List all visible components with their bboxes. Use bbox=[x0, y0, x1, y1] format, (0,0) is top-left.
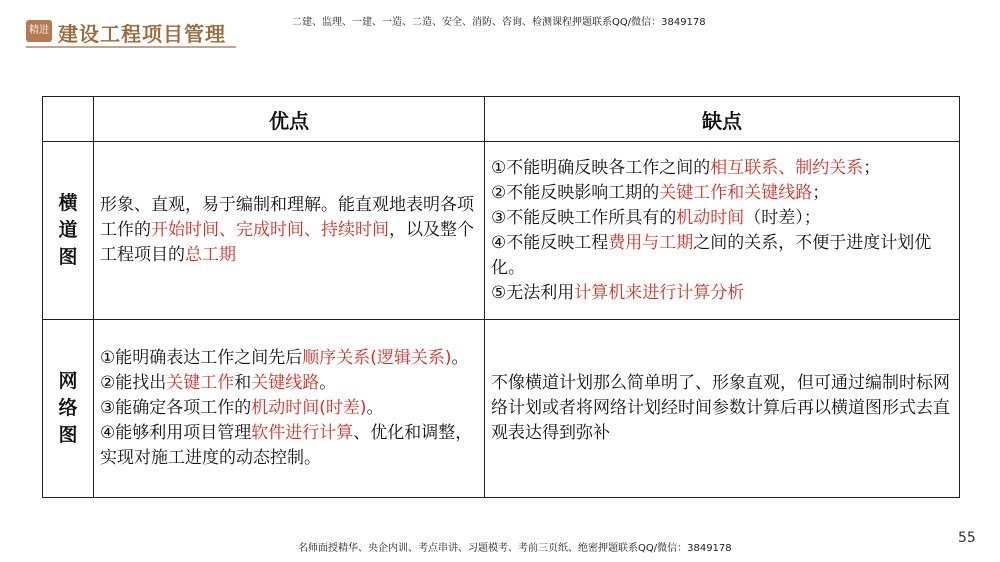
page-number: 55 bbox=[958, 530, 976, 546]
list-item: ②不能反映影响工期的关键工作和关键线路； bbox=[491, 182, 830, 203]
header-empty-cell bbox=[43, 97, 94, 142]
row-label-network: 网 络 图 bbox=[43, 320, 94, 498]
list-item: ②能找出关键工作和关键线路。 bbox=[100, 373, 337, 393]
logo-badge: 精进 bbox=[26, 20, 52, 42]
title-underline bbox=[26, 46, 236, 48]
list-item: ③不能反映工作所具有的机动时间（时差）； bbox=[491, 207, 821, 228]
table-row bbox=[43, 142, 960, 320]
list-item: ①能明确表达工作之间先后顺序关系(逻辑关系)。 bbox=[100, 348, 469, 368]
list-item: ④能够利用项目管理软件进行计算、优化和调整，实现对施工进度的动态控制。 bbox=[100, 423, 473, 468]
gantt-advantages: 形象、直观，易于编制和理解。能直观地表明各项工作的开始时间、完成时间、持续时间，以及整个工程项目的总工期 bbox=[94, 142, 485, 320]
header-contact-note: 二建、监理、一建、一造、二造、安全、消防、咨询、检测课程押题联系QQ/微信：3849178 bbox=[292, 17, 706, 28]
list-item: ①不能明确反映各工作之间的相互联系、制约关系； bbox=[491, 157, 881, 178]
gantt-disadvantages bbox=[485, 142, 960, 320]
list-item: ④不能反映工程费用与工期之间的关系，不便于进度计划优化。 bbox=[491, 232, 932, 278]
list-item: ⑤无法利用计算机来进行计算分析 bbox=[491, 282, 745, 303]
header-advantages: 优点 bbox=[94, 97, 485, 142]
list-item: ③能确定各项工作的机动时间(时差)。 bbox=[100, 398, 384, 418]
network-advantages bbox=[94, 320, 485, 498]
course-title: 建设工程项目管理 bbox=[58, 22, 226, 46]
row-label-gantt: 横 道 图 bbox=[43, 142, 94, 320]
table-row bbox=[43, 320, 960, 498]
table-header-row bbox=[43, 97, 960, 142]
network-disadvantages: 不像横道计划那么简单明了、形象直观，但可通过编制时标网络计划或者将网络计划经时间参数计算后再以横道图形式去直观表达得到弥补 bbox=[485, 320, 960, 498]
header-disadvantages: 缺点 bbox=[485, 97, 960, 142]
comparison-table bbox=[42, 96, 960, 498]
footer-contact-note: 名师面授精华、央企内训、考点串讲、习题模考、考前三页纸、绝密押题联系QQ/微信：3849178 bbox=[298, 543, 732, 554]
